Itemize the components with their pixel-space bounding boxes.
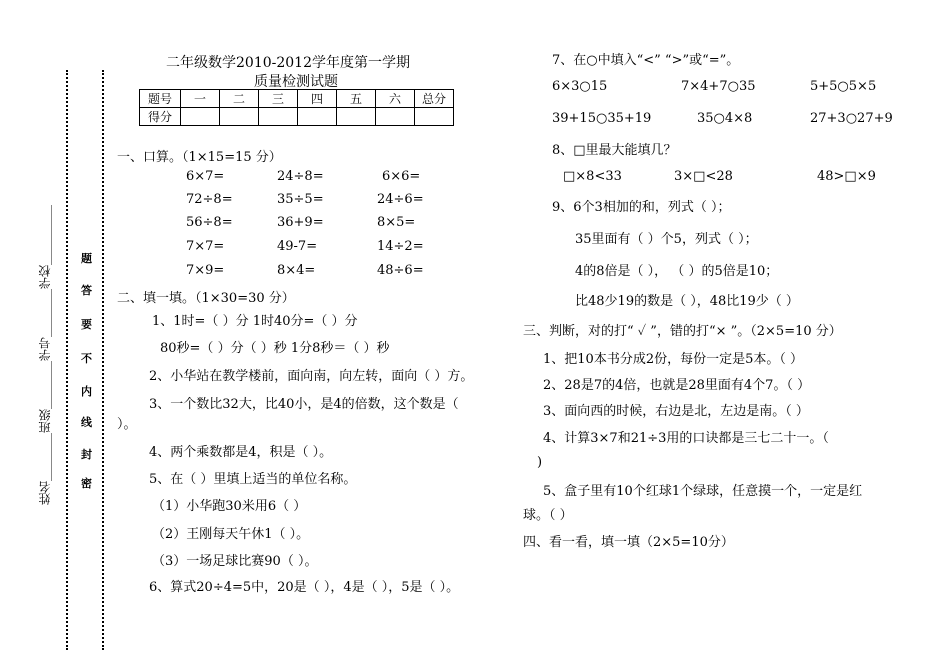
score-cell: 题号 <box>140 90 181 108</box>
section-1-title: 一、口算。（1×15=15 分） <box>117 150 282 165</box>
max-fill-item: 48>□×9 <box>817 169 876 184</box>
seal-char: 不 <box>81 352 92 365</box>
oral-calc-item: 8×4= <box>277 263 316 278</box>
oral-calc-item: 6×7= <box>186 169 225 184</box>
oral-calc-item: 24÷6= <box>377 192 424 207</box>
oral-calc-item: 49-7= <box>277 239 318 254</box>
exam-subtitle: 质量检测试题 <box>254 74 338 90</box>
seal-char: 密 <box>81 477 92 490</box>
compare-item: 5+5○5×5 <box>810 79 877 94</box>
judge-item: 3、面向西的时候，右边是北，左边是南。（ ） <box>543 404 809 419</box>
seal-char: 内 <box>81 385 92 398</box>
judge-item-wrap: 球。（ ） <box>523 508 573 523</box>
section-3-title: 三、判断，对的打“ ✓ ”，错的打“× ”。（2×5=10 分） <box>523 324 842 339</box>
fill-question: 6、算式20÷4=5中，20是（ ），4是（ ），5是（ ）。 <box>149 580 460 595</box>
fill-question: 80秒=（ ）分（ ）秒 1分8秒＝（ ）秒 <box>160 341 390 356</box>
score-table-score-row <box>140 108 454 126</box>
score-table-header-row <box>140 90 454 108</box>
compare-item: 6×3○15 <box>552 79 608 94</box>
score-input-cell[interactable] <box>376 108 415 126</box>
judge-item: 2、28是7的4倍，也就是28里面有4个7。（ ） <box>543 378 811 393</box>
score-cell: 三 <box>259 90 298 108</box>
fill-question: 1、1时=（ ）分 1时40分=（ ）分 <box>152 314 358 329</box>
fill-question: 5、在（ ）里填上适当的单位名称。 <box>149 472 357 487</box>
score-cell: 二 <box>220 90 259 108</box>
score-cell: 得分 <box>140 108 181 126</box>
judge-item: 5、盒子里有10个红球1个绿球，任意摸一个，一定是红 <box>543 484 863 499</box>
seal-char: 答 <box>81 284 92 297</box>
expression-question: 比48少19的数是（ ），48比19少（ ） <box>575 294 799 309</box>
binding-dotted-line-outer <box>66 70 68 650</box>
fill-sub-question: （1）小华跑30米用6（ ） <box>152 499 307 514</box>
compare-item: 27+3○27+9 <box>810 111 893 126</box>
fill-question-wrap: ）。 <box>117 417 137 432</box>
compare-item: 39+15○35+19 <box>552 111 652 126</box>
compare-item: 7×4+7○35 <box>681 79 756 94</box>
max-fill-item: 3×□<28 <box>674 169 733 184</box>
compare-item: 35○4×8 <box>697 111 753 126</box>
score-cell: 六 <box>376 90 415 108</box>
score-input-cell[interactable] <box>220 108 259 126</box>
score-cell: 总分 <box>415 90 454 108</box>
judge-item-wrap: ) <box>537 455 543 470</box>
oral-calc-item: 14÷2= <box>377 239 424 254</box>
oral-calc-item: 6×6= <box>382 169 421 184</box>
section-2-title: 二、填一填。（1×30=30 分） <box>117 291 295 306</box>
seal-char: 题 <box>81 252 92 265</box>
expression-question: 4的8倍是（ ）， （ ）的5倍是10； <box>575 264 779 279</box>
oral-calc-item: 7×9= <box>186 263 225 278</box>
score-input-cell[interactable] <box>181 108 220 126</box>
judge-item: 1、把10本书分成2份，每份一定是5本。（ ） <box>543 352 803 367</box>
max-fill-question: 8、□里最大能填几？ <box>552 143 677 158</box>
score-input-cell[interactable] <box>337 108 376 126</box>
seal-char: 线 <box>81 416 92 429</box>
fill-question: 3、一个数比32大，比40小，是4的倍数，这个数是（ <box>149 397 459 412</box>
oral-calc-item: 35÷5= <box>277 192 324 207</box>
seal-char: 要 <box>81 318 92 331</box>
seal-char: 封 <box>81 448 92 461</box>
expression-question: 9、6个3相加的和，列式（ ）； <box>552 200 731 215</box>
oral-calc-item: 24÷8= <box>277 169 324 184</box>
oral-calc-item: 36+9= <box>277 215 324 230</box>
fill-question: 4、两个乘数都是4，积是（ ）。 <box>149 445 333 460</box>
score-cell: 一 <box>181 90 220 108</box>
max-fill-item: □×8<33 <box>563 169 622 184</box>
fill-sub-question: （3）一场足球比赛90（ ）。 <box>152 554 318 569</box>
exam-title: 二年级数学2010-2012学年度第一学期 <box>166 55 410 71</box>
binding-dotted-line-inner <box>102 70 104 650</box>
expression-question: 35里面有（ ）个5，列式（ ）； <box>575 232 758 247</box>
judge-item: 4、计算3×7和21÷3用的口诀都是三七二十一。（ <box>543 431 829 446</box>
oral-calc-item: 56÷8= <box>186 215 233 230</box>
student-info-field: 姓名________班级________学号________学校__________ <box>38 205 52 505</box>
score-cell: 四 <box>298 90 337 108</box>
section-4-title: 四、看一看，填一填（2×5=10分） <box>523 535 734 550</box>
score-table <box>139 89 454 126</box>
oral-calc-item: 72÷8= <box>186 192 233 207</box>
oral-calc-item: 48÷6= <box>377 263 424 278</box>
oral-calc-item: 7×7= <box>186 239 225 254</box>
compare-question: 7、在○中填入“<” “>”或“=”。 <box>552 53 740 68</box>
score-input-cell[interactable] <box>259 108 298 126</box>
fill-question: 2、小华站在教学楼前，面向南，向左转，面向（ ）方。 <box>149 369 474 384</box>
score-input-cell[interactable] <box>298 108 337 126</box>
oral-calc-item: 8×5= <box>377 215 416 230</box>
fill-sub-question: （2）王刚每天午休1（ ）。 <box>152 527 310 542</box>
score-cell: 五 <box>337 90 376 108</box>
score-input-cell[interactable] <box>415 108 454 126</box>
